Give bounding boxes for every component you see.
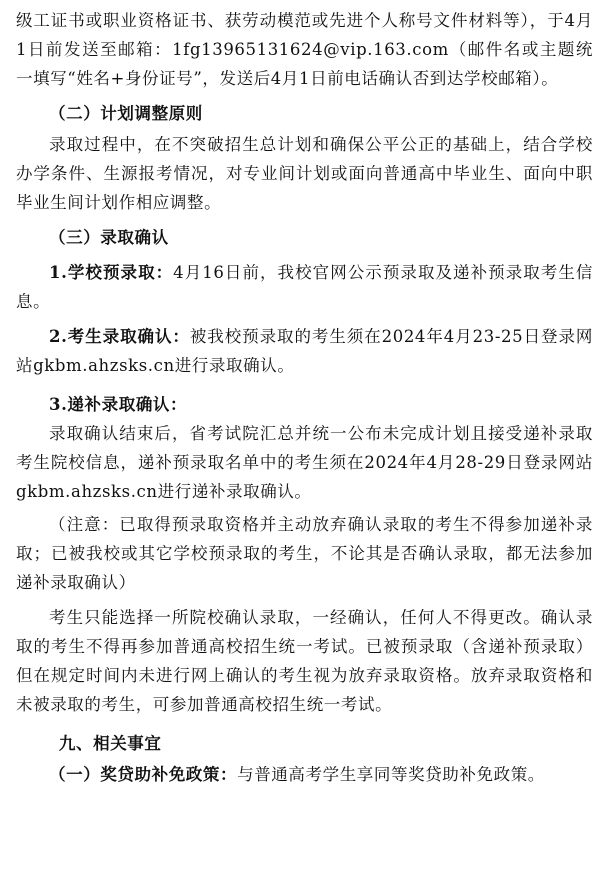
- item-school-pre-admission: [16, 258, 593, 316]
- item-school-pre-admission-text: 4月16日前，我校官网公示预录取及递补预录取考生信息。: [16, 263, 593, 311]
- only-one-school-paragraph: 考生只能选择一所院校确认录取，一经确认，任何人不得更改。确认录取的考生不得再参加普通高校招生统一考试。已被预录取（含递补预录取）但在规定时间内未进行网上确认的考生视为放弃录取资格。放弃录取资格和未被录取的考生，可参加普通高校招生统一考试。: [16, 608, 593, 714]
- heading-plan-adjustment: （二）计划调整原则: [49, 104, 203, 123]
- item-candidate-confirmation: [16, 322, 593, 380]
- heading-admission-confirmation: （三）录取确认: [49, 228, 169, 247]
- item-supplementary-text: 录取确认结束后，省考试院汇总并统一公布未完成计划且接受递补录取考生院校信息，递补预录取名单中的考生须在2024年4月28-29日登录网站gkbm.ahzsks.cn进行递补录取确认。: [16, 424, 593, 501]
- heading-related-matters: 九、相关事宜: [58, 734, 162, 753]
- item-school-pre-admission-label: 1.学校预录取：: [49, 263, 174, 282]
- intro-paragraph: 级工证书或职业资格证书、获劳动模范或先进个人称号文件材料等），于4月1日前发送至邮箱：1fg13965131624@vip.163.com（邮件名或主题统一填写“姓名+身份证号”，发送后4月1日前电话确认否到达学校邮箱）。: [16, 11, 593, 88]
- item-financial-aid-label: （一）奖贷助补免政策：: [49, 765, 238, 784]
- plan-adjustment-paragraph: 录取过程中，在不突破招生总计划和确保公平公正的基础上，结合学校办学条件、生源报考情况，对专业间计划或面向普通高中毕业生、面向中职毕业生间计划作相应调整。: [16, 135, 593, 212]
- item-candidate-confirmation-text: 被我校预录取的考生须在2024年4月23-25日登录网站gkbm.ahzsks.cn进行录取确认。: [16, 327, 593, 375]
- item-candidate-confirmation-label: 2.考生录取确认：: [49, 327, 190, 346]
- item-financial-aid: [16, 760, 593, 789]
- item-supplementary-note: （注意：已取得预录取资格并主动放弃确认录取的考生不得参加递补录取；已被我校或其它学校预录取的考生，不论其是否确认录取，都无法参加递补录取确认）: [16, 515, 593, 592]
- item-supplementary-label: 3.递补录取确认：: [49, 395, 188, 414]
- item-financial-aid-text: 与普通高考学生享同等奖贷助补免政策。: [237, 765, 545, 784]
